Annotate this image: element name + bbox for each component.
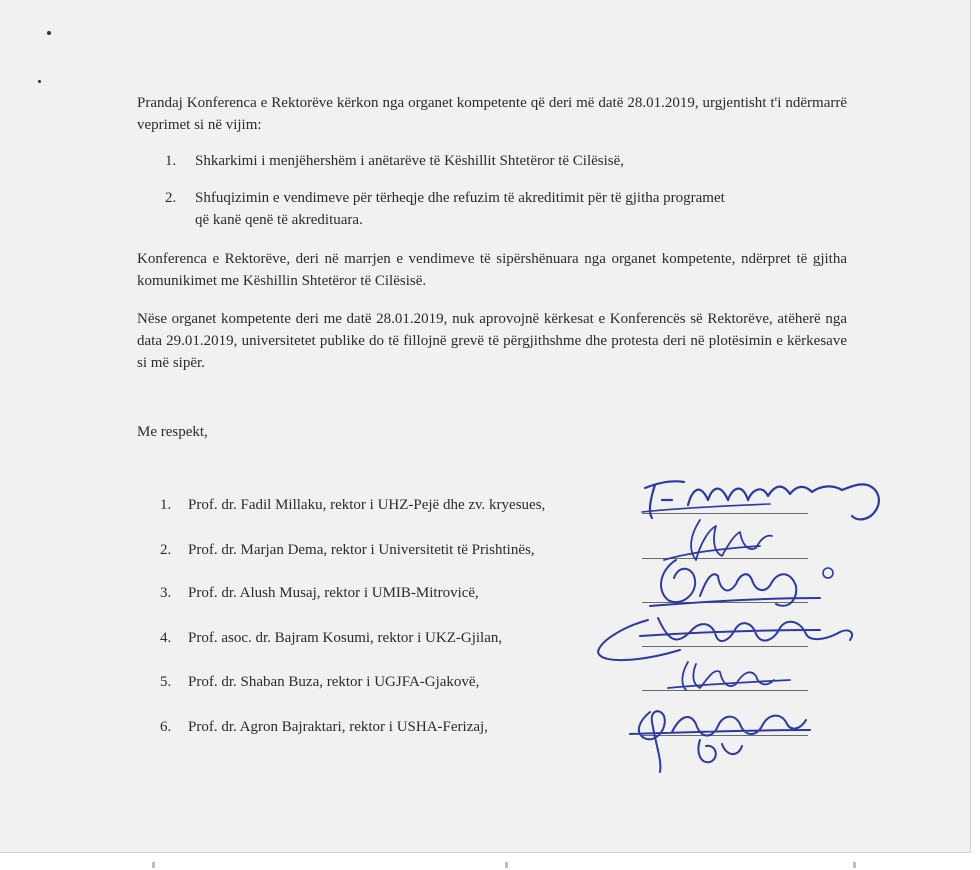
signature-line — [642, 513, 808, 514]
demand-text: që kanë qenë të akredituara. — [195, 212, 363, 228]
signatory-number: 6. — [160, 719, 172, 735]
signatory-name: Prof. dr. Alush Musaj, rektor i UMIB-Mitrovicë, — [188, 585, 479, 601]
signatory-row — [160, 494, 545, 516]
suspension-paragraph: Konferenca e Rektorëve, deri në marrjen e vendimeve të sipërshënuara nga organet kompetente, ndërpret të gjitha komunikimet me Këshillin Shtetëror të Cilësisë. — [137, 251, 847, 289]
signatory-name: Prof. asoc. dr. Bajram Kosumi, rektor i UKZ-Gjilan, — [188, 630, 503, 646]
demand-number: 1. — [165, 153, 177, 169]
signatory-name: Prof. dr. Shaban Buza, rektor i UGJFA-Gjakovë, — [188, 674, 480, 690]
punch-mark — [38, 80, 41, 83]
footer-tick — [505, 862, 508, 868]
signatory-number: 1. — [160, 497, 172, 513]
punch-mark — [47, 31, 51, 35]
signatory-number: 4. — [160, 630, 172, 646]
signature-line — [642, 690, 808, 691]
signature-line — [642, 735, 808, 736]
signatory-number: 3. — [160, 585, 172, 601]
demand-text: Shkarkimi i menjëhershëm i anëtarëve të Këshillit Shtetëror të Cilësisë, — [195, 153, 625, 169]
strike-paragraph: Nëse organet kompetente deri me datë 28.01.2019, nuk aprovojnë kërkesat e Konferencës së Rektorëve, atëherë nga data 29.01.2019, universitetet publike do të fillojnë grevë të përgjithshme dhe protesta deri në plotësimin e kërkesave si më sipër. — [137, 311, 847, 371]
signatory-row — [160, 539, 535, 561]
signatory-name: Prof. dr. Agron Bajraktari, rektor i USHA-Ferizaj, — [188, 719, 488, 735]
signatory-name: Prof. dr. Fadil Millaku, rektor i UHZ-Pejë dhe zv. kryesues, — [188, 497, 546, 513]
signature-line — [642, 558, 808, 559]
signatory-number: 2. — [160, 542, 172, 558]
intro-paragraph: Prandaj Konferenca e Rektorëve kërkon nga organet kompetente që deri më datë 28.01.2019, urgjentisht t'i ndërmarrë veprimet si në vijim: — [137, 95, 847, 133]
signatory-number: 5. — [160, 674, 172, 690]
signatory-row — [160, 582, 479, 604]
signatory-name: Prof. dr. Marjan Dema, rektor i Universitetit të Prishtinës, — [188, 542, 535, 558]
signatory-row — [160, 716, 488, 738]
signature-line — [642, 646, 808, 647]
demand-text: Shfuqizimin e vendimeve për tërheqje dhe refuzim të akreditimit për të gjitha programet — [195, 190, 725, 206]
signatory-row — [160, 671, 479, 693]
closing-greeting: Me respekt, — [137, 424, 208, 440]
signature-line — [642, 602, 808, 603]
demand-number: 2. — [165, 190, 177, 206]
signatory-row — [160, 627, 502, 649]
footer-tick — [853, 862, 856, 868]
footer-tick — [152, 862, 155, 868]
